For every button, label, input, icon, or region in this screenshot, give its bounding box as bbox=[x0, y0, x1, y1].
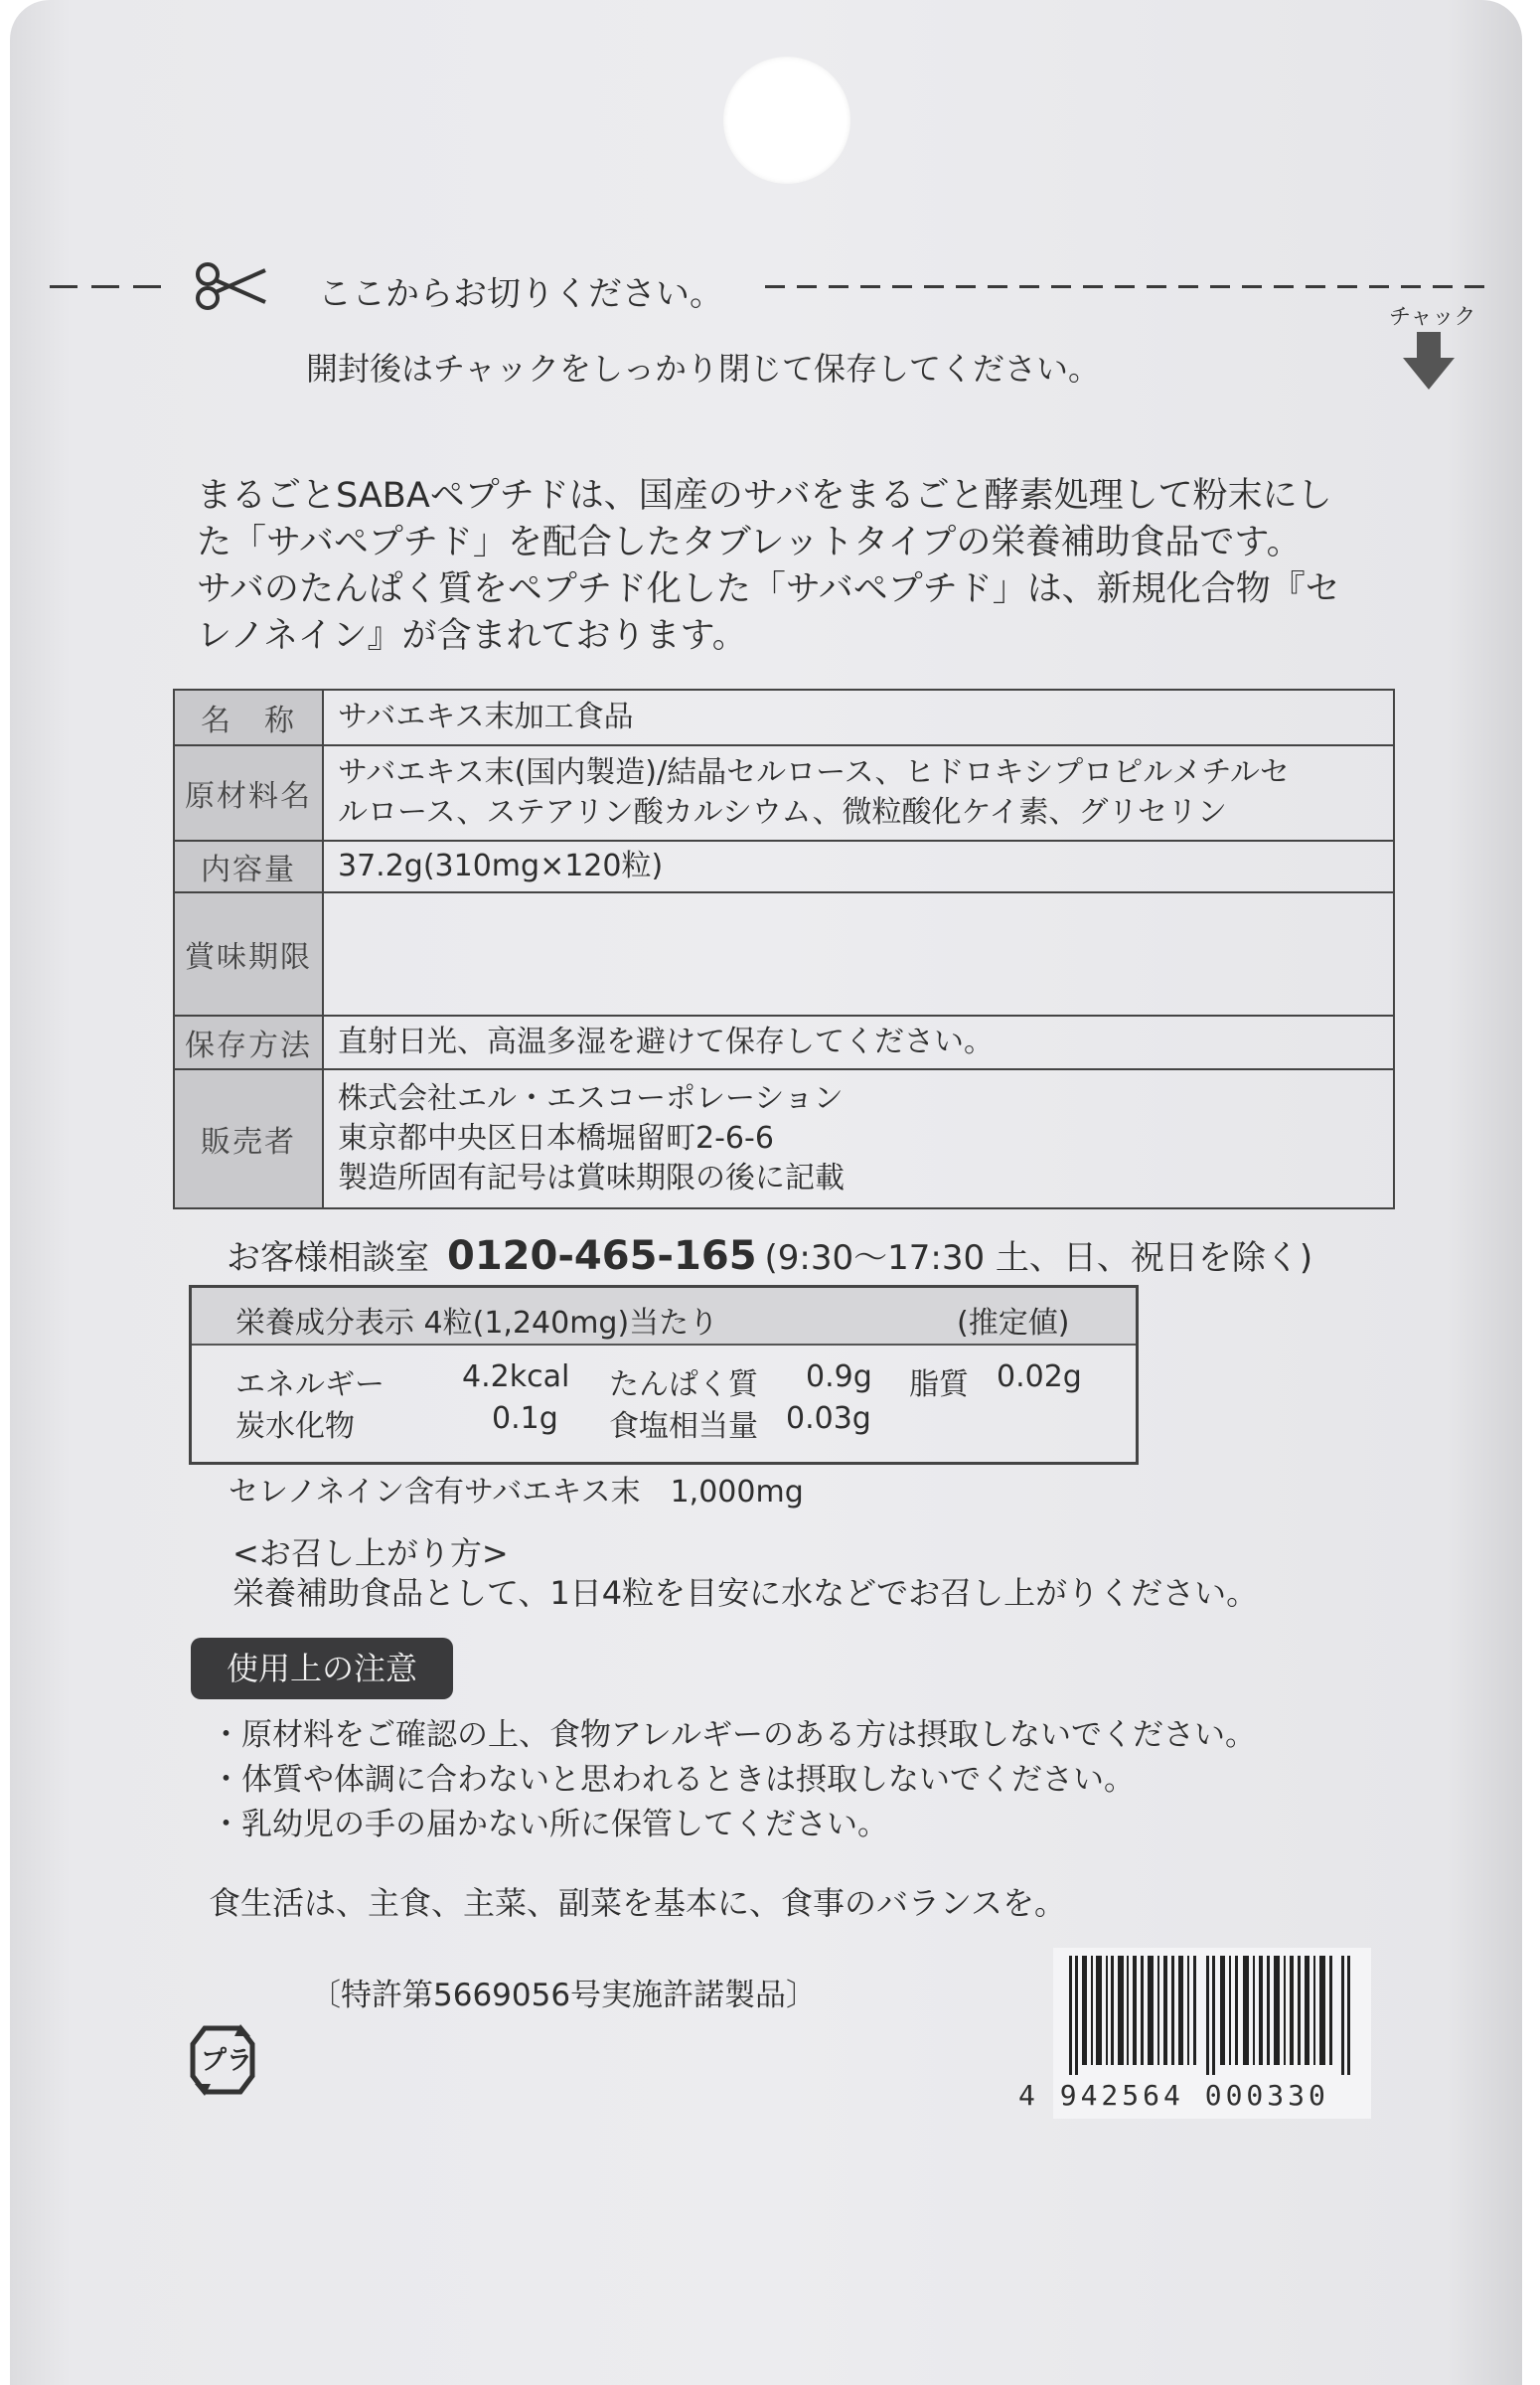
seller-value bbox=[323, 1069, 1394, 1208]
chuck-label: チャック bbox=[1389, 305, 1476, 330]
storage-label: 保存方法 bbox=[174, 1016, 323, 1069]
nutrition-title: 栄養成分表示 4粒(1,240mg)当たり bbox=[235, 1306, 719, 1341]
salt-label: 食塩相当量 bbox=[609, 1409, 758, 1444]
seller-line: 製造所固有記号は賞味期限の後に記載 bbox=[338, 1161, 845, 1195]
recycle-mark-text: プラ bbox=[201, 2046, 253, 2076]
carb-value: 0.1g bbox=[492, 1401, 558, 1436]
selenoneine-content: セレノネイン含有サバエキス末 1,000mg bbox=[229, 1475, 804, 1510]
barcode-bars bbox=[1069, 1956, 1357, 2075]
protein-value: 0.9g bbox=[806, 1359, 872, 1394]
storage-value: 直射日光、高温多湿を避けて保存してください。 bbox=[323, 1016, 1394, 1069]
description-line: レノネイン』が含まれております。 bbox=[197, 616, 747, 656]
package-back bbox=[10, 0, 1522, 2385]
nutrition-facts bbox=[189, 1285, 1139, 1465]
name-label: 名 称 bbox=[174, 690, 323, 745]
contact-label: お客様相談室 bbox=[227, 1238, 429, 1278]
carb-label: 炭水化物 bbox=[235, 1409, 355, 1444]
scissors-icon bbox=[194, 260, 273, 316]
seller-label: 販売者 bbox=[174, 1069, 323, 1208]
description-line: まるごとSABAペプチドは、国産のサバをまるごと酵素処理して粉末にし bbox=[197, 476, 1332, 516]
nutrition-estimate: (推定値) bbox=[957, 1306, 1070, 1341]
chuck-arrow-icon bbox=[1401, 332, 1457, 396]
salt-value: 0.03g bbox=[786, 1401, 871, 1436]
ingredients-line: ルロース、ステアリン酸カルシウム、微粒酸化ケイ素、グリセリン bbox=[338, 795, 1228, 830]
expiry-value bbox=[323, 892, 1394, 1016]
caution-item: ・乳幼児の手の届かない所に保管してください。 bbox=[211, 1807, 888, 1842]
howto-text: 栄養補助食品として、1日4粒を目安に水などでお召し上がりください。 bbox=[232, 1574, 1259, 1612]
patent-note: 〔特許第5669056号実施許諾製品〕 bbox=[310, 1978, 818, 2013]
protein-label: たんぱく質 bbox=[609, 1367, 758, 1402]
barcode-number: 4 942564 000330 bbox=[1018, 2079, 1329, 2112]
expiry-label: 賞味期限 bbox=[174, 892, 323, 1016]
caution-item: ・体質や体調に合わないと思われるときは摂取しないでください。 bbox=[211, 1762, 1135, 1798]
caution-item: ・原材料をご確認の上、食物アレルギーのある方は摂取しないでください。 bbox=[211, 1717, 1256, 1753]
ingredients-line: サバエキス末(国内製造)/結晶セルロース、ヒドロキシプロピルメチルセ bbox=[338, 755, 1290, 790]
cut-instruction: ここからお切りください。 bbox=[318, 274, 723, 314]
hang-hole bbox=[723, 57, 850, 184]
recycle-pla-icon bbox=[185, 2020, 260, 2104]
caution-title: 使用上の注意 bbox=[191, 1638, 453, 1699]
fat-value: 0.02g bbox=[997, 1359, 1082, 1394]
contact-phone: 0120-465-165 bbox=[447, 1233, 757, 1279]
content-value: 37.2g(310mg×120粒) bbox=[323, 841, 1394, 892]
caution-list bbox=[211, 1713, 1256, 1847]
energy-value: 4.2kcal bbox=[462, 1359, 570, 1394]
reseal-instruction: 開封後はチャックをしっかり閉じて保存してください。 bbox=[306, 350, 1101, 388]
howto-heading: <お召し上がり方> bbox=[232, 1534, 509, 1572]
description-line: た「サバペプチド」を配合したタブレットタイプの栄養補助食品です。 bbox=[197, 523, 1302, 562]
diet-note: 食生活は、主食、主菜、副菜を基本に、食事のバランスを。 bbox=[209, 1884, 1067, 1922]
ingredients-value bbox=[323, 745, 1394, 841]
description-line: サバのたんぱく質をペプチド化した「サバペプチド」は、新規化合物『セ bbox=[197, 569, 1340, 609]
nutrition-header bbox=[192, 1288, 1136, 1346]
seller-line: 株式会社エル・エスコーポレーション bbox=[338, 1081, 844, 1116]
customer-contact bbox=[227, 1230, 1312, 1279]
contact-hours: (9:30〜17:30 土、日、祝日を除く) bbox=[764, 1238, 1313, 1278]
seller-line: 東京都中央区日本橋堀留町2-6-6 bbox=[338, 1121, 774, 1156]
ingredients-label: 原材料名 bbox=[174, 745, 323, 841]
cut-line bbox=[30, 266, 1500, 314]
product-description bbox=[197, 473, 1389, 660]
energy-label: エネルギー bbox=[235, 1367, 385, 1402]
fat-label: 脂質 bbox=[909, 1367, 969, 1402]
product-info-table bbox=[173, 689, 1395, 1209]
content-label: 内容量 bbox=[174, 841, 323, 892]
name-value: サバエキス末加工食品 bbox=[323, 690, 1394, 745]
